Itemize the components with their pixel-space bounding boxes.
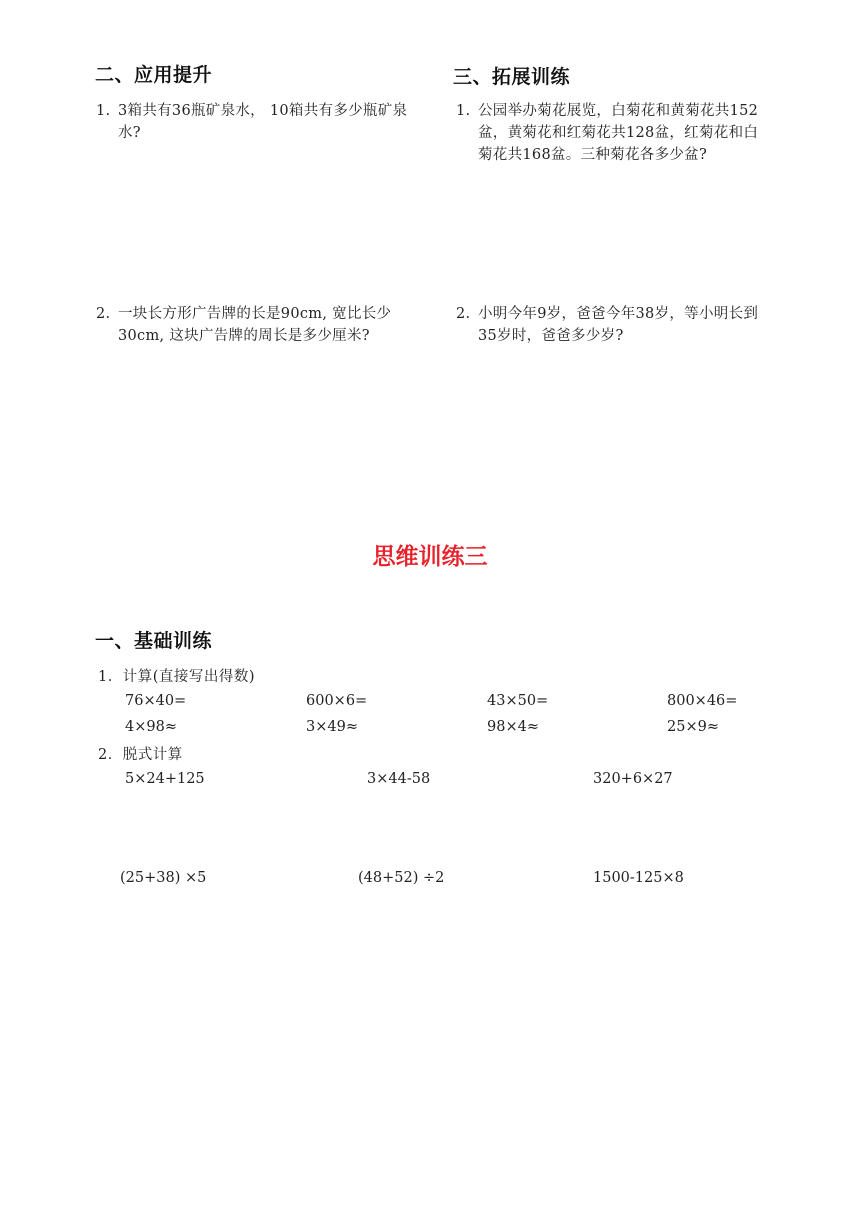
step-calc-item: 320+6×27	[593, 771, 673, 787]
extend-question-2	[456, 303, 766, 347]
section-heading-extend: 三、拓展训练	[453, 66, 571, 88]
question-number: 2.	[96, 306, 111, 322]
direct-calc-item: 25×9≈	[667, 719, 719, 735]
step-calc-item: (25+38) ×5	[120, 870, 207, 886]
apply-question-2	[96, 303, 411, 347]
apply-question-1	[96, 100, 411, 144]
page-title: 思维训练三	[372, 544, 488, 570]
section-heading-basic: 一、基础训练	[95, 630, 213, 652]
question-text: 公园举办菊花展览，白菊花和黄菊花共152盆，黄菊花和红菊花共128盆，红菊花和白菊花共168盆。三种菊花各多少盆?	[478, 103, 759, 163]
direct-calc-item: 43×50=	[487, 693, 549, 709]
step-calc-item: 5×24+125	[125, 771, 205, 787]
direct-calc-item: 600×6=	[306, 693, 368, 709]
direct-calc-item: 98×4≈	[487, 719, 539, 735]
direct-calc-item: 800×46=	[667, 693, 738, 709]
question-number: 1.	[456, 103, 471, 119]
extend-question-1	[456, 100, 766, 166]
direct-calc-item: 76×40=	[125, 693, 187, 709]
question-text: 一块长方形广告牌的长是90cm, 宽比长少30cm, 这块广告牌的周长是多少厘米?	[118, 306, 392, 344]
part-label-step-calc: 2．脱式计算	[98, 747, 183, 763]
step-calc-item: 3×44-58	[367, 771, 431, 787]
direct-calc-item: 3×49≈	[306, 719, 358, 735]
question-number: 1.	[96, 103, 111, 119]
question-text: 小明今年9岁，爸爸今年38岁，等小明长到35岁时，爸爸多少岁?	[478, 306, 759, 344]
step-calc-item: 1500-125×8	[593, 870, 684, 886]
section-heading-apply: 二、应用提升	[95, 64, 213, 86]
question-number: 2.	[456, 306, 471, 322]
step-calc-item: (48+52) ÷2	[358, 870, 445, 886]
question-text: 3箱共有36瓶矿泉水， 10箱共有多少瓶矿泉水?	[118, 103, 408, 141]
part-label-direct-calc: 1．计算(直接写出得数)	[98, 669, 256, 685]
direct-calc-item: 4×98≈	[125, 719, 177, 735]
